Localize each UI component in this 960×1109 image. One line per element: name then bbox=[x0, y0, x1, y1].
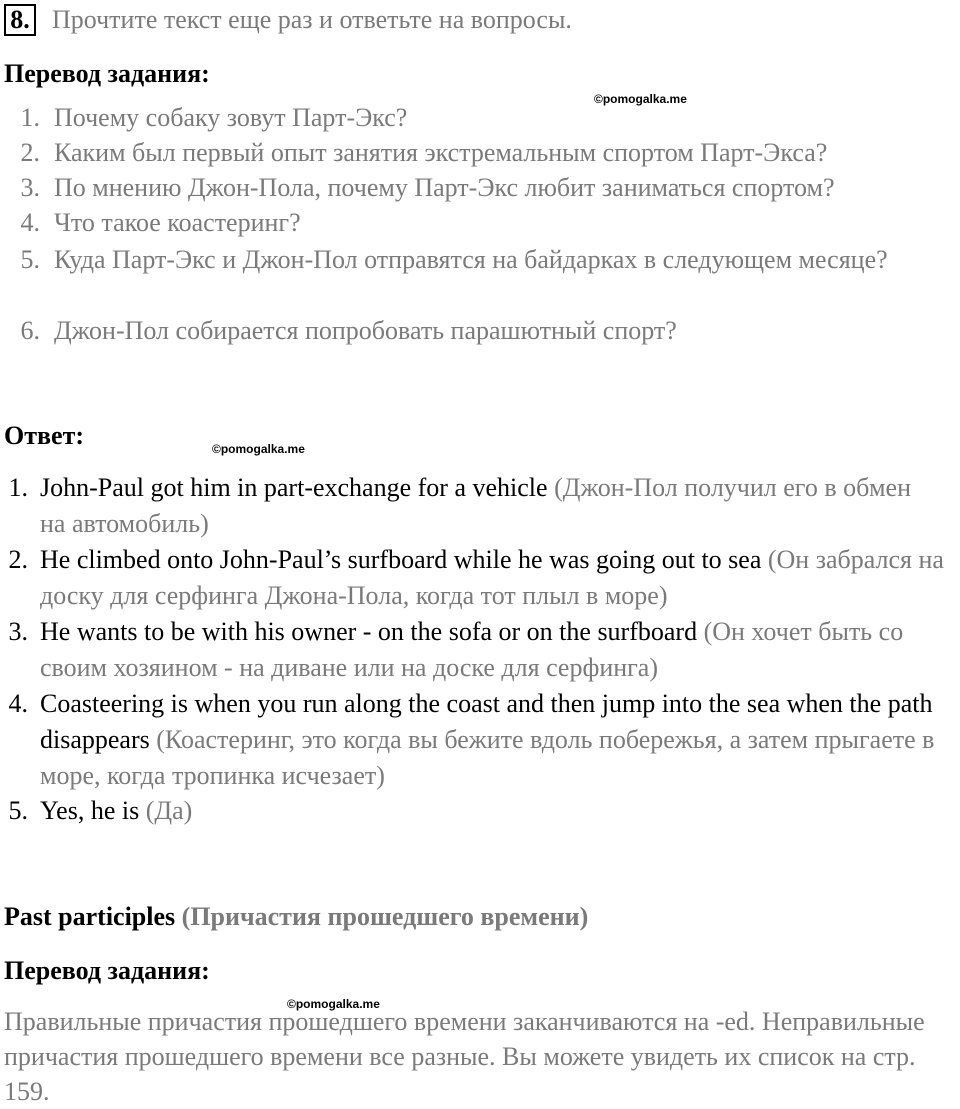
section-title-english: Past participles bbox=[4, 902, 176, 931]
question-number: 6. bbox=[20, 316, 40, 345]
question-number: 3. bbox=[20, 173, 40, 202]
answer-english: He wants to be with his owner - on the sofa or on the surfboard bbox=[40, 617, 698, 646]
answer-number: 4. bbox=[8, 689, 28, 718]
question-text: Куда Парт-Экс и Джон-Пол отправятся на байдарках в следующем месяце? bbox=[54, 245, 888, 274]
task-instruction: Прочтите текст еще раз и ответьте на вопросы. bbox=[52, 5, 572, 34]
question-number: 5. bbox=[20, 245, 40, 274]
list-item bbox=[0, 542, 960, 614]
answer-russian: (Он забрался на доску для серфинга Джона-Пола, когда тот плыл в море) bbox=[40, 545, 944, 610]
question-text: Джон-Пол собирается попробовать парашютный спорт? bbox=[54, 316, 677, 345]
question-number: 4. bbox=[20, 208, 40, 237]
answer-number: 1. bbox=[8, 473, 28, 502]
answer-russian: (Коастеринг, это когда вы бежите вдоль побережья, а затем прыгаете в море, когда тропинка исчезает) bbox=[40, 725, 935, 790]
section-translation-heading: Перевод задания: bbox=[4, 956, 210, 985]
question-number: 2. bbox=[20, 138, 40, 167]
watermark: ©pomogalka.me bbox=[212, 442, 305, 456]
list-item bbox=[0, 242, 940, 312]
question-text: Каким был первый опыт занятия экстремальным спортом Парт-Экса? bbox=[54, 138, 828, 167]
list-item bbox=[0, 793, 960, 829]
question-text: Почему собаку зовут Парт-Экс? bbox=[54, 103, 408, 132]
list-item bbox=[0, 313, 940, 348]
section-paragraph: Правильные причастия прошедшего времени заканчиваются на -ed. Неправильные причастия прошедшего времени все разные. Вы можете увидеть их список на стр. 159. bbox=[4, 1007, 925, 1106]
list-item bbox=[0, 100, 940, 135]
answer-heading: Ответ: bbox=[4, 421, 85, 450]
list-item bbox=[0, 614, 960, 686]
answer-russian: (Да) bbox=[145, 796, 193, 825]
list-item bbox=[0, 135, 940, 170]
task-number-box bbox=[4, 4, 36, 36]
answer-russian: (Джон-Пол получил его в обмен на автомобиль) bbox=[40, 473, 911, 538]
answer-number: 3. bbox=[8, 617, 28, 646]
section-title-translation: (Причастия прошедшего времени) bbox=[181, 902, 589, 931]
answer-english: Yes, he is bbox=[40, 796, 140, 825]
watermark: ©pomogalka.me bbox=[287, 997, 380, 1011]
list-item bbox=[0, 470, 960, 542]
question-text: По мнению Джон-Пола, почему Парт-Экс любит заниматься спортом? bbox=[54, 173, 835, 202]
answer-english: Coasteering is when you run along the coast and then jump into the sea when the path disappears bbox=[40, 689, 933, 754]
list-item bbox=[0, 686, 960, 794]
answer-russian: (Он хочет быть со своим хозяином - на диване или на доске для серфинга) bbox=[40, 617, 904, 682]
watermark: ©pomogalka.me bbox=[594, 92, 687, 106]
question-text: Что такое коастеринг? bbox=[54, 208, 301, 237]
list-item bbox=[0, 205, 940, 240]
answer-number: 2. bbox=[8, 545, 28, 574]
section-title bbox=[4, 901, 588, 933]
answer-number: 5. bbox=[8, 796, 28, 825]
answer-english: He climbed onto John-Paul’s surfboard while he was going out to sea bbox=[40, 545, 762, 574]
list-item bbox=[0, 170, 940, 205]
question-number: 1. bbox=[20, 103, 40, 132]
translation-heading: Перевод задания: bbox=[4, 59, 210, 88]
task-number: 8. bbox=[10, 5, 30, 34]
answer-english: John-Paul got him in part-exchange for a vehicle bbox=[40, 473, 548, 502]
